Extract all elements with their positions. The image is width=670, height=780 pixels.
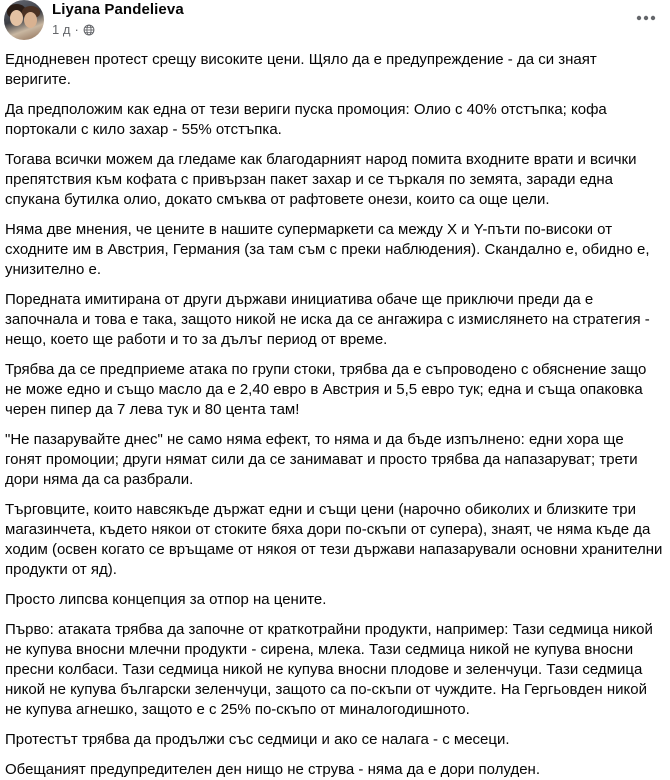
- post-body: [0, 50, 670, 780]
- post-paragraph: Просто липсва концепция за отпор на цените.: [5, 591, 327, 608]
- meta-separator: ·: [74, 22, 79, 37]
- post-header: [0, 0, 670, 50]
- avatar-face: [10, 10, 23, 26]
- post-paragraph: "Не пазарувайте днес" не само няма ефект, то няма и да бъде изпълнено: едни хора ще гонят промоции; други нямат сили да се занимават и просто трябва да напазаруват; трети дори няма да са разбрали.: [5, 431, 638, 488]
- more-options-button[interactable]: [632, 8, 660, 28]
- globe-icon[interactable]: [83, 24, 95, 36]
- post-paragraph: Първо: атаката трябва да започне от краткотрайни продукти, например: Тази седмица никой не купува вносни млечни продукти - сирена, млека. Тази седмица никой не купува вносни пресни колбаси. Тази седмица никой не купува вносни плодове и зеленчуци. Тази седмица никой не купува български зеленчуци, защото са по-скъпи от чуждите. На Гергьовден никой не купува агнешко, защото е с 25% по-скъпо от миналогодишното.: [5, 621, 653, 718]
- post-paragraph: Да предположим как една от тези вериги пуска промоция: Олио с 40% отстъпка; кофа портокали с кило захар - 55% отстъпка.: [5, 101, 607, 138]
- post-paragraph: Протестът трябва да продължи със седмици и ако се налага - с месеци.: [5, 731, 510, 748]
- post-paragraph: Няма две мнения, че цените в нашите супермаркети са между X и Y-пъти по-високи от сходните им в Австрия, Германия (за там съм с преки наблюдения). Скандално е, обидно е, унизително е.: [5, 221, 650, 278]
- post-time[interactable]: 1 д: [52, 22, 71, 37]
- post-paragraph: Еднодневен протест срещу високите цени. Щяло да е предупреждение - да си знаят веригите.: [5, 51, 597, 88]
- post-paragraph: Обещаният предупредителен ден нищо не струва - няма да е дори полуден.: [5, 761, 540, 778]
- more-horizontal-icon: [636, 15, 656, 21]
- post-meta: [52, 22, 95, 37]
- author-name[interactable]: Liyana Pandelieva: [52, 1, 184, 18]
- post-paragraph: Поредната имитирана от други държави инициатива обаче ще приключи преди да е започнала и това е така, защото никой не иска да се ангажира с измислянето на стратегия - нещо, което ще работи и то за дълъг период от време.: [5, 291, 650, 348]
- post-paragraph: Трябва да се предприеме атака по групи стоки, трябва да е съпроводено с обяснение защо не може едно и също масло да е 2,40 евро в Австрия и 5,5 евро тук; една и съща опаковка черен пипер да 7 лева тук и 80 цента там!: [5, 361, 647, 418]
- avatar-face: [24, 12, 37, 28]
- post-paragraph: Търговците, които навсякъде държат едни и същи цени (нарочно обиколих и близките три магазинчета, където някои от стоките бяха дори по-скъпи от супера), знаят, че няма къде да ходим (освен когато се връщаме от някоя от тези държави напазарували основни хранителни продукти от яд).: [5, 501, 663, 578]
- post-paragraph: Тогава всички можем да гледаме как благодарният народ помита входните врати и всички препятствия към кофата с привързан пакет захар и се търкаля по земята, заради една спукана бутилка олио, докато смъква от рафтовете онези, които са още цели.: [5, 151, 637, 208]
- avatar[interactable]: [4, 0, 44, 40]
